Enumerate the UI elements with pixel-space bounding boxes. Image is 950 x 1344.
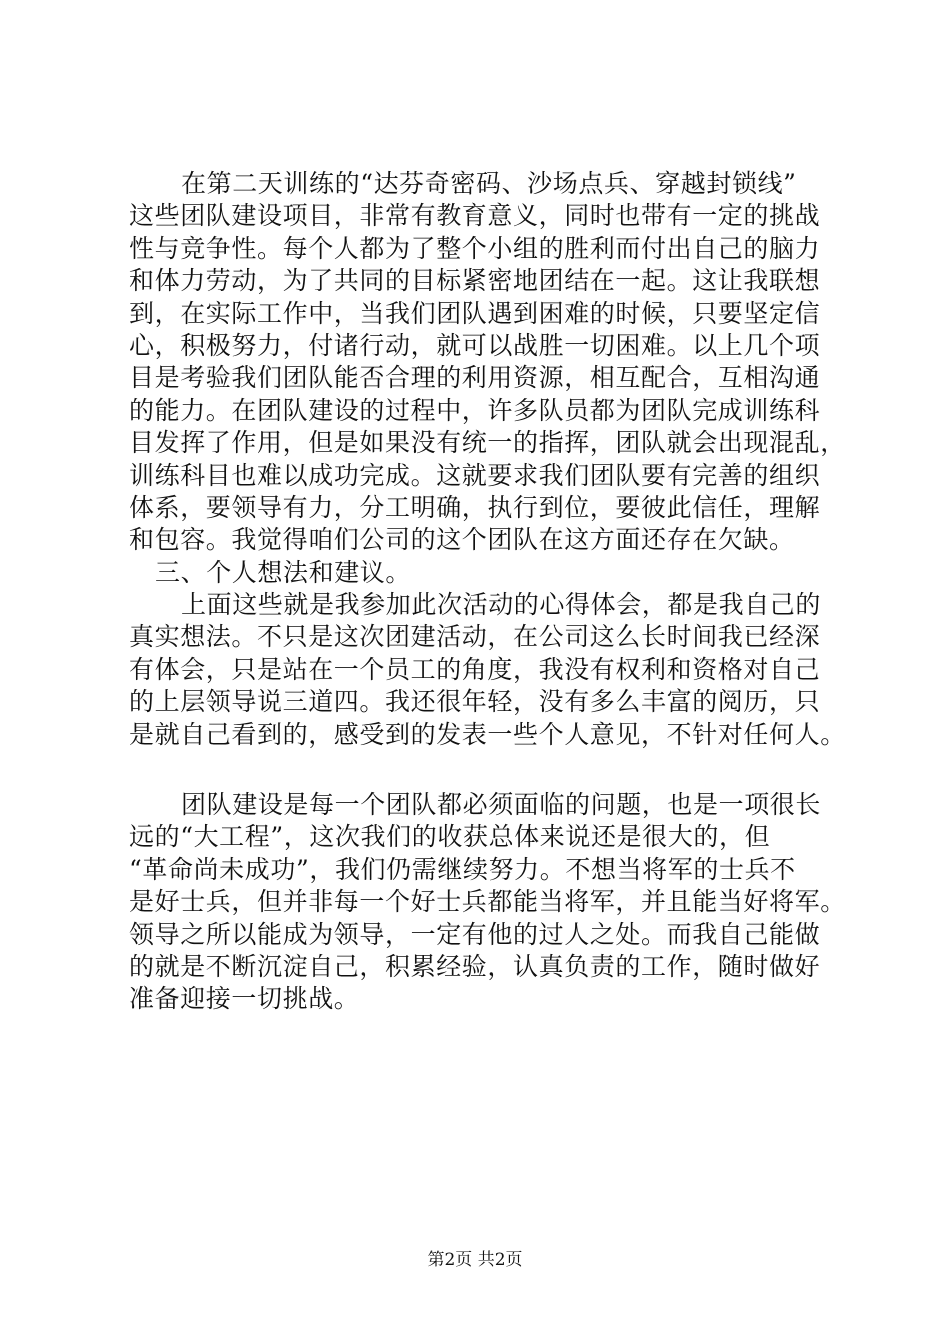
text-line: 是好士兵，但并非每一个好士兵都能当将军，并且能当好将军。	[129, 887, 846, 917]
text-line: 在第二天训练的“达芬奇密码、沙场点兵、穿越封锁线”	[181, 169, 797, 198]
text-line: 训练科目也难以成功完成。这就要求我们团队要有完善的组织	[129, 460, 821, 490]
text-line: 准备迎接一切挑战。	[129, 984, 360, 1014]
text-line: 目是考验我们团队能否合理的利用资源，相互配合，互相沟通	[129, 363, 821, 393]
text-line: 体系，要领导有力，分工明确，执行到位，要彼此信任，理解	[129, 492, 821, 522]
text-line: “革命尚未成功”，我们仍需继续努力。不想当将军的士兵不	[129, 854, 796, 884]
text-line: 上面这些就是我参加此次活动的心得体会，都是我自己的	[181, 590, 822, 620]
text-line: 的能力。在团队建设的过程中，许多队员都为团队完成训练科	[129, 395, 821, 425]
document-body	[129, 168, 846, 1016]
text-line: 心，积极努力，付诸行动，就可以战胜一切困难。以上几个项	[129, 330, 821, 360]
text-line: 是就自己看到的，感受到的发表一些个人意见，不针对任何人。	[129, 719, 846, 749]
page-number-footer: 第2页 共2页	[427, 1250, 523, 1270]
text-line: 到，在实际工作中，当我们团队遇到困难的时候，只要坚定信	[129, 298, 821, 328]
text-line: 这些团队建设项目，非常有教育意义，同时也带有一定的挑战	[129, 201, 821, 231]
text-line: 和包容。我觉得咱们公司的这个团队在这方面还存在欠缺。	[129, 525, 795, 555]
paragraph-1	[129, 168, 846, 557]
text-line: 真实想法。不只是这次团建活动，在公司这么长时间我已经深	[129, 622, 821, 652]
text-line: 团队建设是每一个团队都必须面临的问题，也是一项很长	[181, 790, 822, 820]
text-line: 的上层领导说三道四。我还很年轻，没有多么丰富的阅历，只	[129, 687, 821, 717]
paragraph-2	[129, 589, 846, 751]
paragraph-spacer	[129, 751, 829, 789]
text-line: 远的“大工程”，这次我们的收获总体来说还是很大的，但	[129, 822, 771, 852]
text-line: 的就是不断沉淀自己，积累经验，认真负责的工作，随时做好	[129, 951, 821, 981]
text-line: 领导之所以能成为领导，一定有他的过人之处。而我自己能做	[129, 919, 821, 949]
text-line: 有体会，只是站在一个员工的角度，我没有权利和资格对自己	[129, 654, 821, 684]
paragraph-3	[129, 789, 846, 1016]
text-line: 目发挥了作用，但是如果没有统一的指挥，团队就会出现混乱，	[129, 428, 846, 458]
text-line: 性与竞争性。每个人都为了整个小组的胜利而付出自己的脑力	[129, 233, 821, 263]
text-line: 和体力劳动，为了共同的目标紧密地团结在一起。这让我联想	[129, 266, 821, 296]
section-heading: 三、个人想法和建议。	[155, 557, 412, 587]
